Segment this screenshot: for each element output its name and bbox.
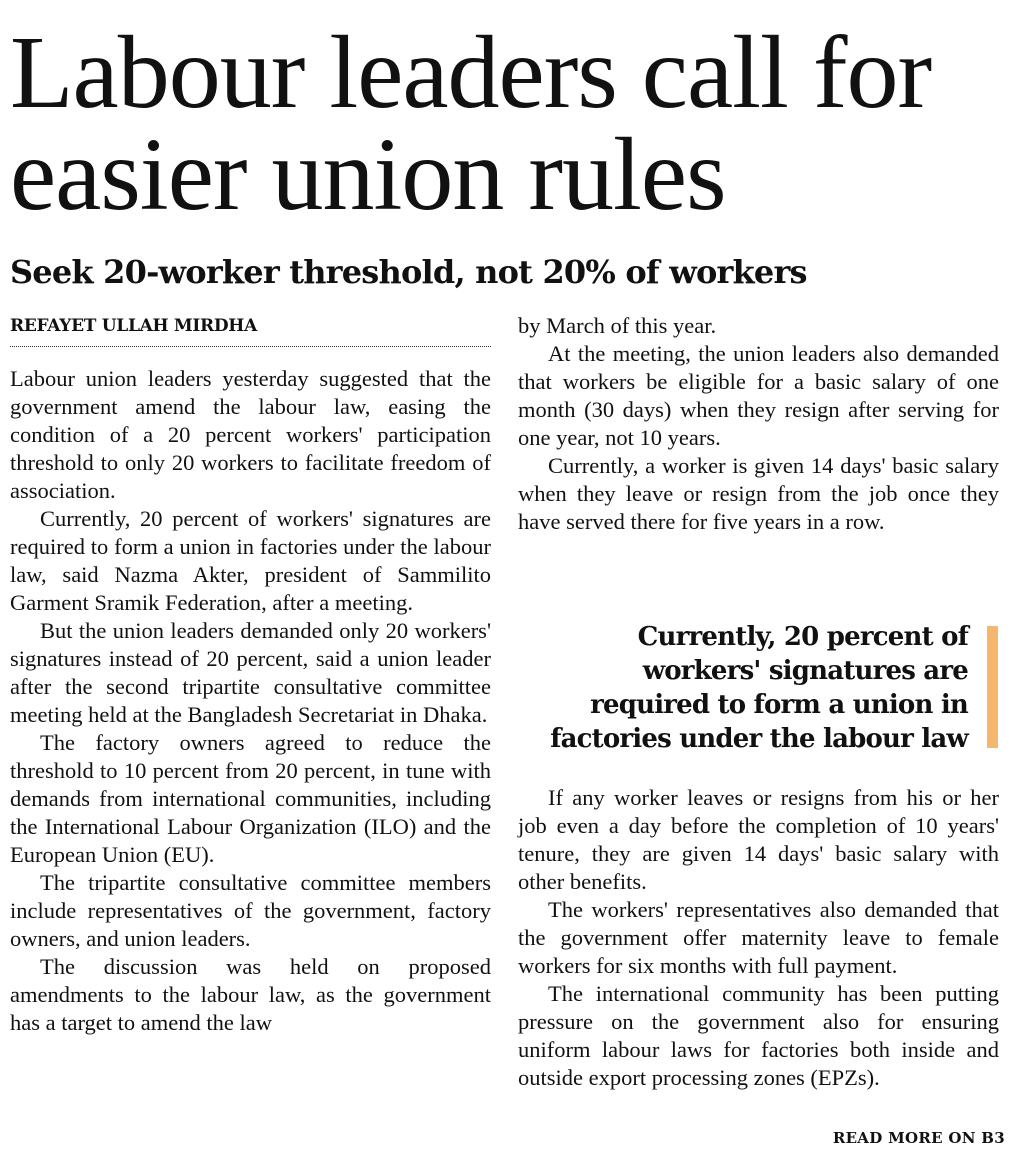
paragraph: The workers' representatives also demanded that the government offer maternity leave to female workers for six months with full payment. bbox=[518, 897, 999, 978]
paragraph: The international community has been putting pressure on the government also for ensuring uniform labour laws for factories both inside and outside export processing zones (EPZs). bbox=[518, 981, 999, 1090]
byline-divider bbox=[10, 346, 491, 347]
headline: Labour leaders call for easier union rules bbox=[10, 15, 932, 232]
subheadline: Seek 20-worker threshold, not 20% of workers bbox=[10, 253, 807, 291]
paragraph: The factory owners agreed to reduce the threshold to 10 percent from 20 percent, in tune with demands from international communities, including the International Labour Organization (ILO) and the European Union (EU). bbox=[10, 730, 491, 867]
paragraph: Labour union leaders yesterday suggested that the government amend the labour law, easing the condition of a 20 percent workers' participation threshold to only 20 workers to facilitate freedom of association. bbox=[10, 366, 491, 503]
paragraph: If any worker leaves or resigns from his or her job even a day before the completion of 10 years' tenure, they are given 14 days' basic salary with other benefits. bbox=[518, 785, 999, 894]
pull-quote-accent-bar bbox=[987, 626, 998, 748]
paragraph: The discussion was held on proposed amendments to the labour law, as the government has a target to amend the law bbox=[10, 954, 491, 1035]
paragraph: At the meeting, the union leaders also demanded that workers be eligible for a basic salary of one month (30 days) when they resign after serving for one year, not 10 years. bbox=[518, 341, 999, 450]
paragraph: The tripartite consultative committee members include representatives of the government, factory owners, and union leaders. bbox=[10, 870, 491, 951]
byline: REFAYET ULLAH MIRDHA bbox=[10, 316, 257, 336]
right-column-top bbox=[518, 312, 999, 536]
read-more-link[interactable]: READ MORE ON B3 bbox=[780, 1127, 1005, 1149]
paragraph: by March of this year. bbox=[518, 313, 717, 338]
paragraph: Currently, a worker is given 14 days' basic salary when they leave or resign from the job once they have served there for five years in a row. bbox=[518, 453, 999, 534]
paragraph: But the union leaders demanded only 20 workers' signatures instead of 20 percent, said a union leader after the second tripartite consultative committee meeting held at the Bangladesh Secretariat in Dhaka. bbox=[10, 618, 491, 727]
pull-quote: Currently, 20 percent of workers' signatures are required to form a union in factories under the labour law bbox=[550, 622, 968, 754]
paragraph: Currently, 20 percent of workers' signatures are required to form a union in factories under the labour law, said Nazma Akter, president of Sammilito Garment Sramik Federation, after a meeting. bbox=[10, 506, 491, 615]
right-column-bottom bbox=[518, 784, 999, 1092]
left-column bbox=[10, 312, 491, 1037]
